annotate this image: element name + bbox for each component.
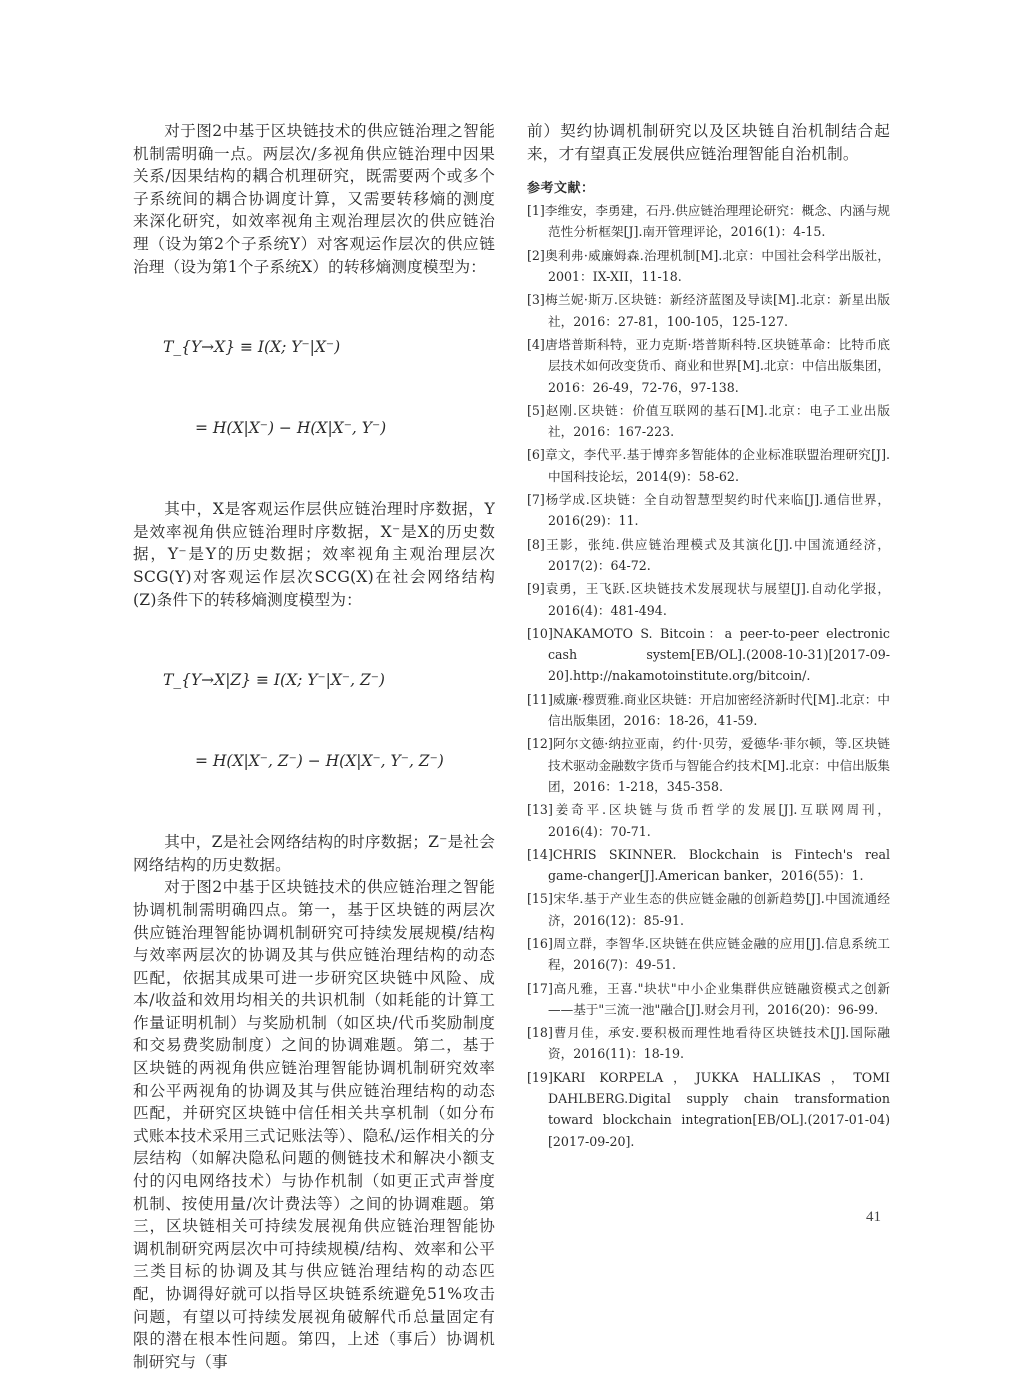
reference-item: [10]NAKAMOTO S. Bitcoin：a peer-to-peer electronic cash system[EB/OL].(2008-10-31)[2017-09-20].http://nakamotoinstitute.org/bitcoin/. bbox=[527, 625, 890, 684]
reference-item: [14]CHRIS SKINNER. Blockchain is Fintech's real game-changer[J].American banker，2016(55)：1. bbox=[527, 846, 890, 884]
reference-item: [1]李维安，李勇建，石丹.供应链治理理论研究：概念、内涵与规范性分析框架[J].南开管理评论，2016(1)：4-15. bbox=[527, 203, 890, 240]
formula-1-line-1: T_{Y→X} ≡ I(X; Y⁻|X⁻) bbox=[163, 338, 341, 357]
formula-2-line-2: = H(X|X⁻, Z⁻) − H(X|X⁻, Y⁻, Z⁻) bbox=[195, 752, 444, 771]
reference-list bbox=[527, 200, 890, 1152]
right-column bbox=[527, 120, 890, 1154]
paragraph-z-definition: 其中，Z是社会网络结构的时序数据；Z⁻是社会网络结构的历史数据。 bbox=[133, 833, 495, 874]
reference-item: [2]奥利弗·威廉姆森.治理机制[M].北京：中国社会科学出版社，2001：IX-XII，11-18. bbox=[527, 247, 890, 285]
reference-item: [4]唐塔普斯科特，亚力克斯·塔普斯科特.区块链革命：比特币底层技术如何改变货币、商业和世界[M].北京：中信出版集团，2016：26-49，72-76，97-138. bbox=[527, 336, 890, 395]
reference-item: [17]高凡雅，王喜."块状"中小企业集群供应链融资模式之创新——基于"三流一池"融合[J].财会月刊，2016(20)：96-99. bbox=[527, 980, 890, 1017]
reference-item: [9]袁勇，王飞跃.区块链技术发展现状与展望[J].自动化学报，2016(4)：481-494. bbox=[527, 581, 890, 618]
page-number: 41 bbox=[866, 1209, 881, 1225]
reference-item: [15]宋华.基于产业生态的供应链金融的创新趋势[J].中国流通经济，2016(12)：85-91. bbox=[527, 891, 890, 928]
reference-item: [8]王影，张纯.供应链治理模式及其演化[J].中国流通经济，2017(2)：64-72. bbox=[527, 536, 890, 573]
formula-1-line-2: = H(X|X⁻) − H(X|X⁻, Y⁻) bbox=[195, 419, 387, 438]
reference-item: [13]姜奇平.区块链与货币哲学的发展[J].互联网周刊，2016(4)：70-71. bbox=[527, 802, 890, 839]
references-heading: 参考文献： bbox=[527, 181, 595, 197]
formula-transfer-entropy-2 bbox=[133, 613, 495, 829]
formula-transfer-entropy-1 bbox=[133, 280, 495, 496]
reference-item: [16]周立群，李智华.区块链在供应链金融的应用[J].信息系统工程，2016(7)：49-51. bbox=[527, 935, 890, 973]
paragraph-variable-definitions: 其中，X是客观运作层供应链治理时序数据，Y是效率视角供应链治理时序数据，X⁻是X的历史数据，Y⁻是Y的历史数据；效率视角主观治理层次SCG(Y)对客观运作层次SCG(X)在社会网络结构(Z)条件下的转移熵测度模型为： bbox=[133, 500, 495, 609]
reference-item: [18]曹月佳，承安.要积极而理性地看待区块链技术[J].国际融资，2016(11)：18-19. bbox=[527, 1025, 890, 1062]
paragraph-coordination-mechanism: 对于图2中基于区块链技术的供应链治理之智能协调机制需明确四点。第一，基于区块链的两层次供应链治理智能协调机制研究可持续发展规模/结构与效率两层次的协调及其与供应链治理结构的动态匹配，依据其成果可进一步研究区块链中风险、成本/收益和效用均相关的共识机制（如耗能的计算工作量证明机制）与奖励机制（如区块/代币奖励制度和交易费奖励制度）之间的协调难题。第二，基于区块链的两视角供应链治理智能协调机制研究效率和公平两视角的协调及其与供应链治理结构的动态匹配，并研究区块链中信任相关共享机制（如分布式账本技术采用三式记账法等）、隐私/运作相关的分层结构（如解决隐私问题的侧链技术和解决小额支付的闪电网络技术）与协作机制（如更正式声誉度机制、按使用量/次计费法等）之间的协调难题。第三，区块链相关可持续发展视角供应链治理智能协调机制研究两层次中可持续规模/结构、效率和公平三类目标的协调及其与供应链治理结构的动态匹配，协调得好就可以指导区块链系统避免51%攻击问题，有望以可持续发展视角破解代币总量固定有限的潜在根本性问题。第四，上述（事后）协调机制研究与（事 bbox=[133, 878, 495, 1371]
reference-item: [11]威廉·穆贾雅.商业区块链：开启加密经济新时代[M].北京：中信出版集团，2016：18-26，41-59. bbox=[527, 691, 890, 729]
reference-item: [5]赵刚.区块链：价值互联网的基石[M].北京：电子工业出版社，2016：167-223. bbox=[527, 402, 890, 440]
reference-item: [7]杨学成.区块链：全自动智慧型契约时代来临[J].通信世界，2016(29)：11. bbox=[527, 492, 890, 529]
reference-item: [6]章文，李代平.基于博弈多智能体的企业标准联盟治理研究[J].中国科技论坛，2014(9)：58-62. bbox=[527, 447, 890, 484]
paragraph-intelligent-mechanism: 对于图2中基于区块链技术的供应链治理之智能机制需明确一点。两层次/多视角供应链治理中因果关系/因果结构的耦合机理研究，既需要两个或多个子系统间的耦合协调度计算，又需要转移熵的测度来深化研究，如效率视角主观治理层次的供应链治理（设为第2个子系统Y）对客观运作层次的供应链治理（设为第1个子系统X）的转移熵测度模型为： bbox=[133, 122, 495, 276]
paragraph-continued: 前）契约协调机制研究以及区块链自治机制结合起来，才有望真正发展供应链治理智能自治机制。 bbox=[527, 122, 890, 163]
reference-item: [3]梅兰妮·斯万.区块链：新经济蓝图及导读[M].北京：新星出版社，2016：27-81，100-105，125-127. bbox=[527, 292, 890, 329]
reference-item: [19]KARI KORPELA，JUKKA HALLIKAS，TOMI DAHLBERG.Digital supply chain transformation toward blockchain integration[EB/OL].(2017-01-04)[2017-09-20]. bbox=[527, 1069, 890, 1149]
left-column bbox=[133, 120, 495, 1373]
reference-item: [12]阿尔文德·纳拉亚南，约什·贝劳，爱德华·菲尔顿，等.区块链技术驱动金融数字货币与智能合约技术[M].北京：中信出版集团，2016：1-218，345-358. bbox=[527, 736, 890, 794]
formula-2-line-1: T_{Y→X|Z} ≡ I(X; Y⁻|X⁻, Z⁻) bbox=[163, 671, 385, 690]
